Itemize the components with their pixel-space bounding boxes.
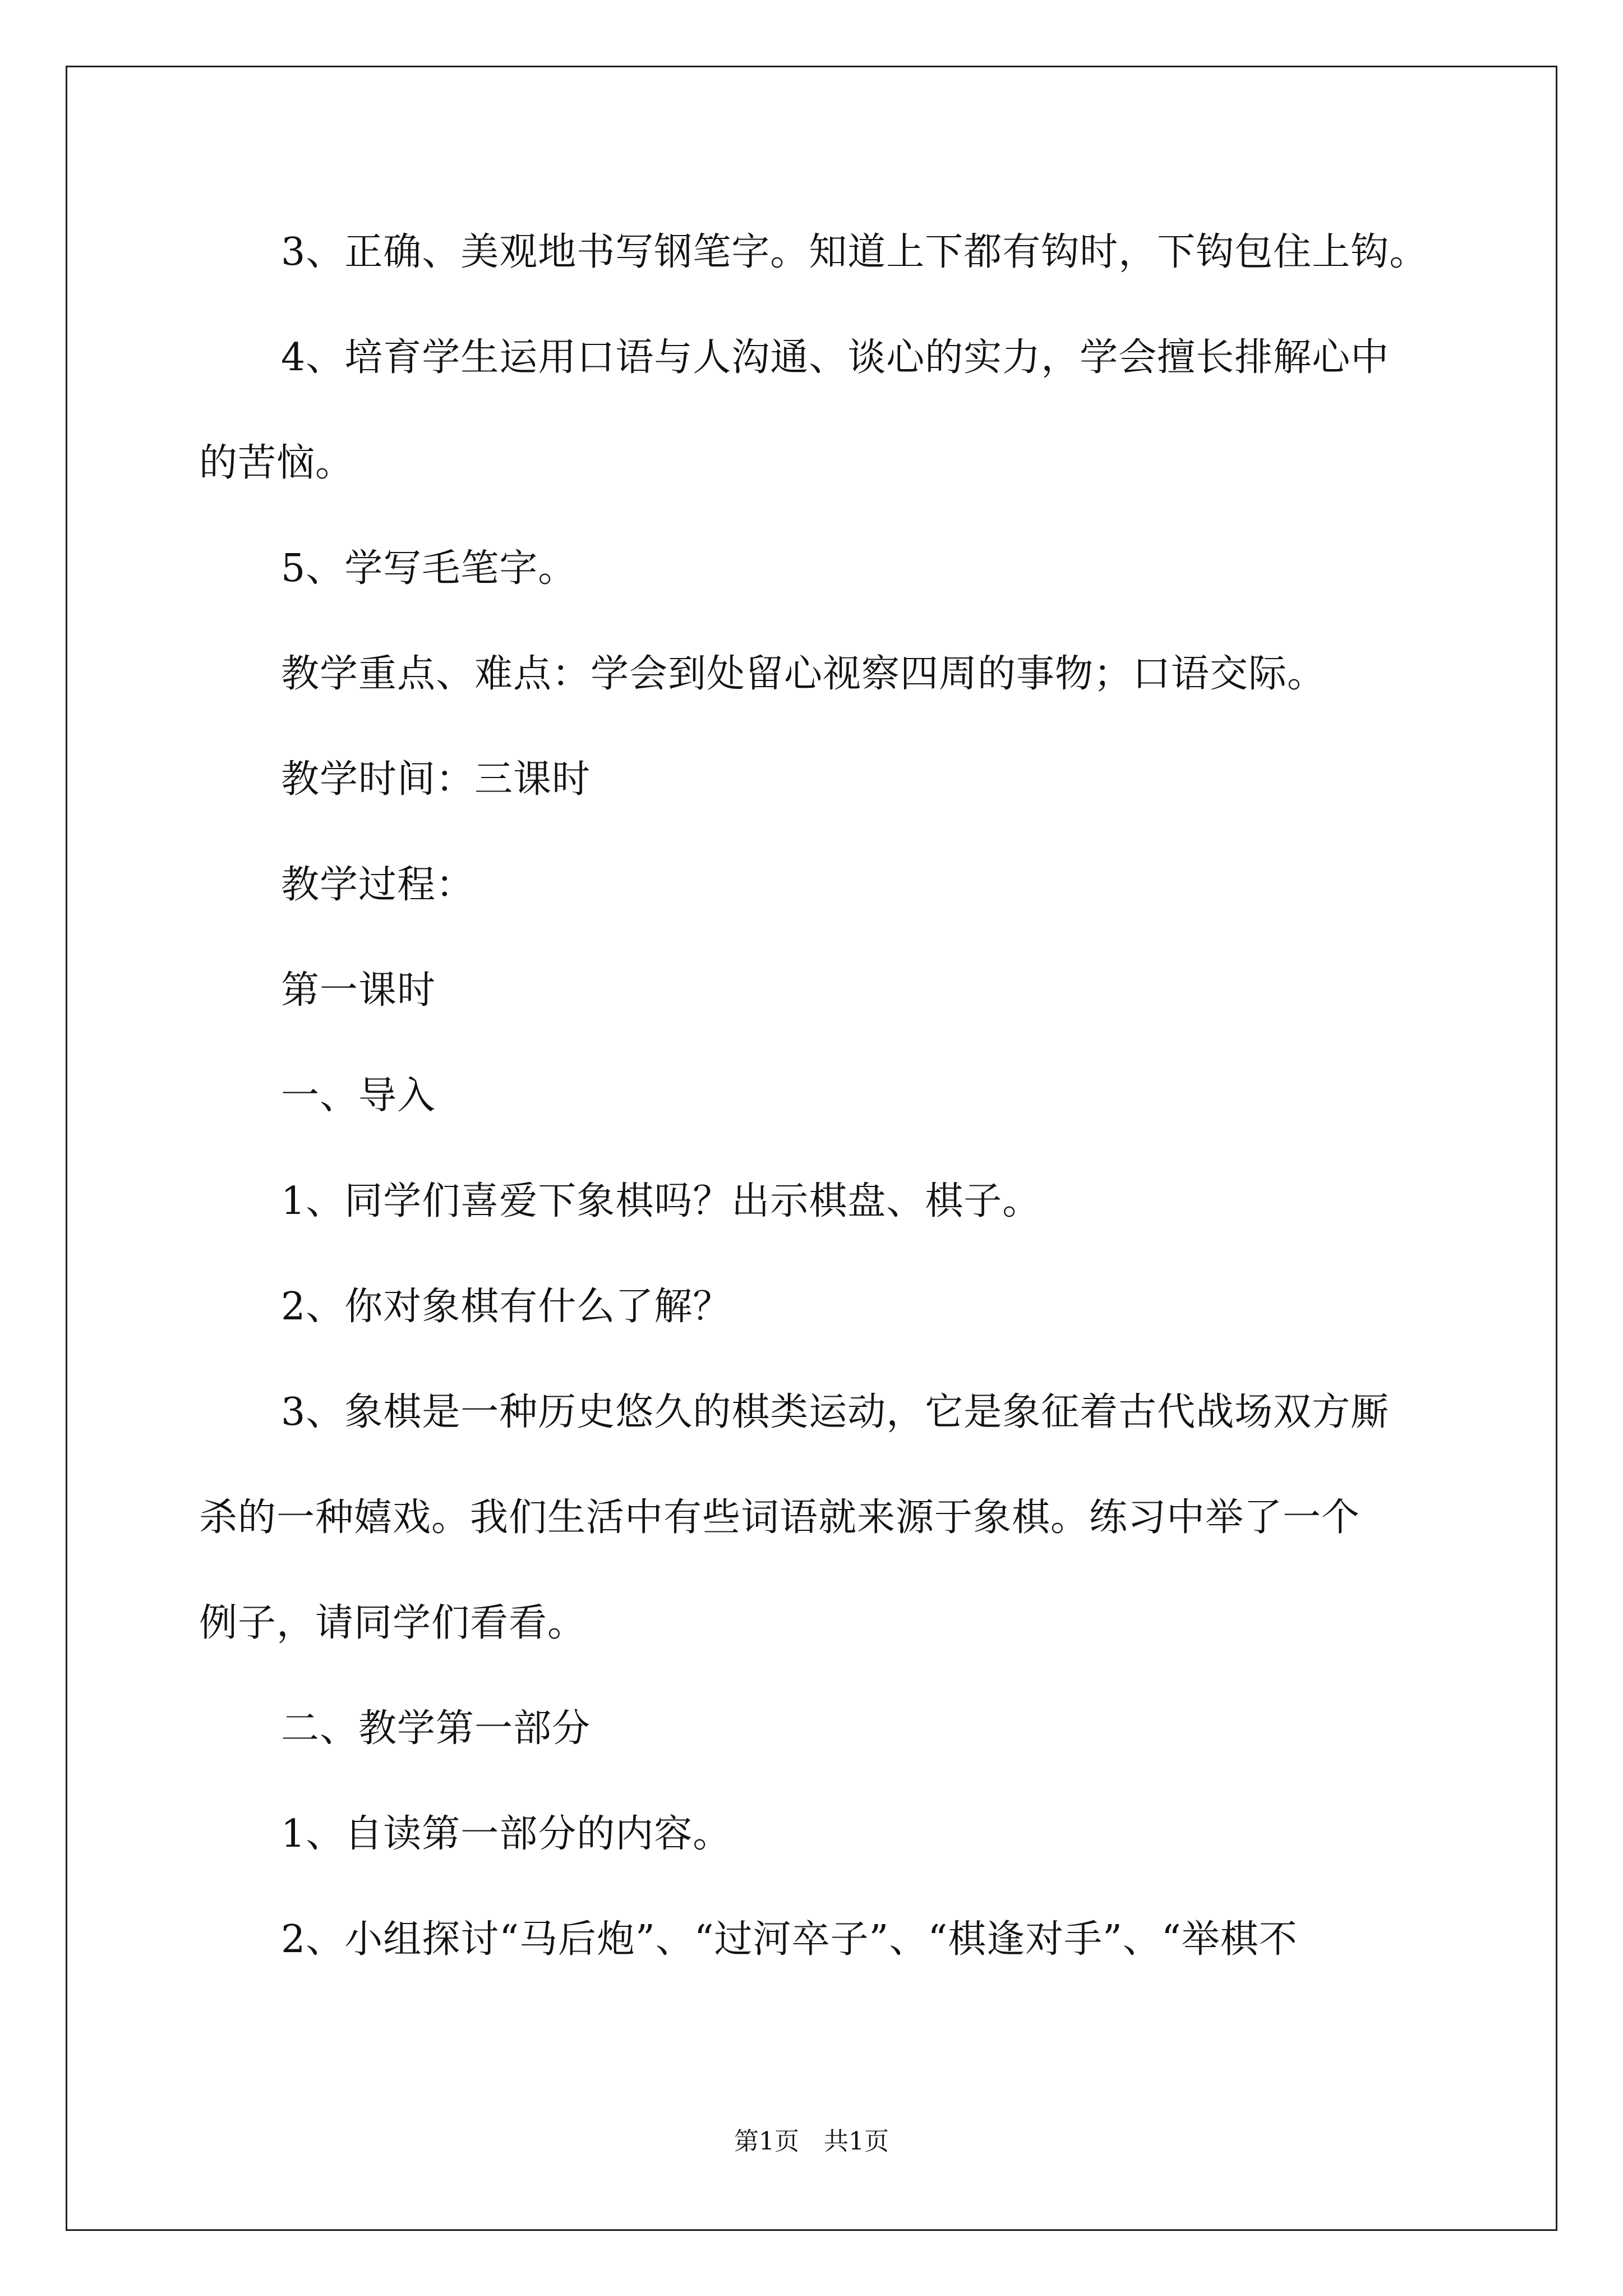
paragraph-line: 一、导入 — [281, 1074, 436, 1118]
page-number-total: 共1页 — [824, 2127, 889, 2156]
paragraph-line: 2、小组探讨“马后炮”、“过河卒子”、“棋逢对手”、“举棋不 — [281, 1917, 1298, 1962]
paragraph-line: 教学时间：三课时 — [281, 757, 591, 802]
paragraph-line: 二、教学第一部分 — [281, 1706, 591, 1751]
paragraph-line: 杀的一种嬉戏。我们生活中有些词语就来源于象棋。练习中举了一个 — [199, 1496, 1361, 1540]
paragraph-line: 4、培育学生运用口语与人沟通、谈心的实力，学会擅长排解心中 — [281, 335, 1390, 380]
paragraph-line: 1、同学们喜爱下象棋吗？出示棋盘、棋子。 — [281, 1179, 1041, 1223]
paragraph-line: 1、自读第一部分的内容。 — [281, 1812, 732, 1856]
paragraph-line: 3、正确、美观地书写钢笔字。知道上下都有钩时，下钩包住上钩。 — [281, 230, 1428, 274]
paragraph-line: 的苦恼。 — [199, 441, 354, 485]
page-border — [66, 66, 1557, 2231]
paragraph-line: 5、学写毛笔字。 — [281, 546, 577, 591]
paragraph-line: 教学过程： — [281, 863, 475, 907]
paragraph-line: 3、象棋是一种历史悠久的棋类运动，它是象征着古代战场双方厮 — [281, 1390, 1390, 1434]
paragraph-line: 第一课时 — [281, 968, 436, 1013]
paragraph-line: 例子，请同学们看看。 — [199, 1601, 587, 1645]
page-number-current: 第1页 — [734, 2127, 799, 2156]
paragraph-line: 2、你对象棋有什么了解？ — [281, 1285, 732, 1329]
paragraph-line: 教学重点、难点：学会到处留心视察四周的事物；口语交际。 — [281, 652, 1326, 696]
page-footer — [0, 2126, 1623, 2157]
